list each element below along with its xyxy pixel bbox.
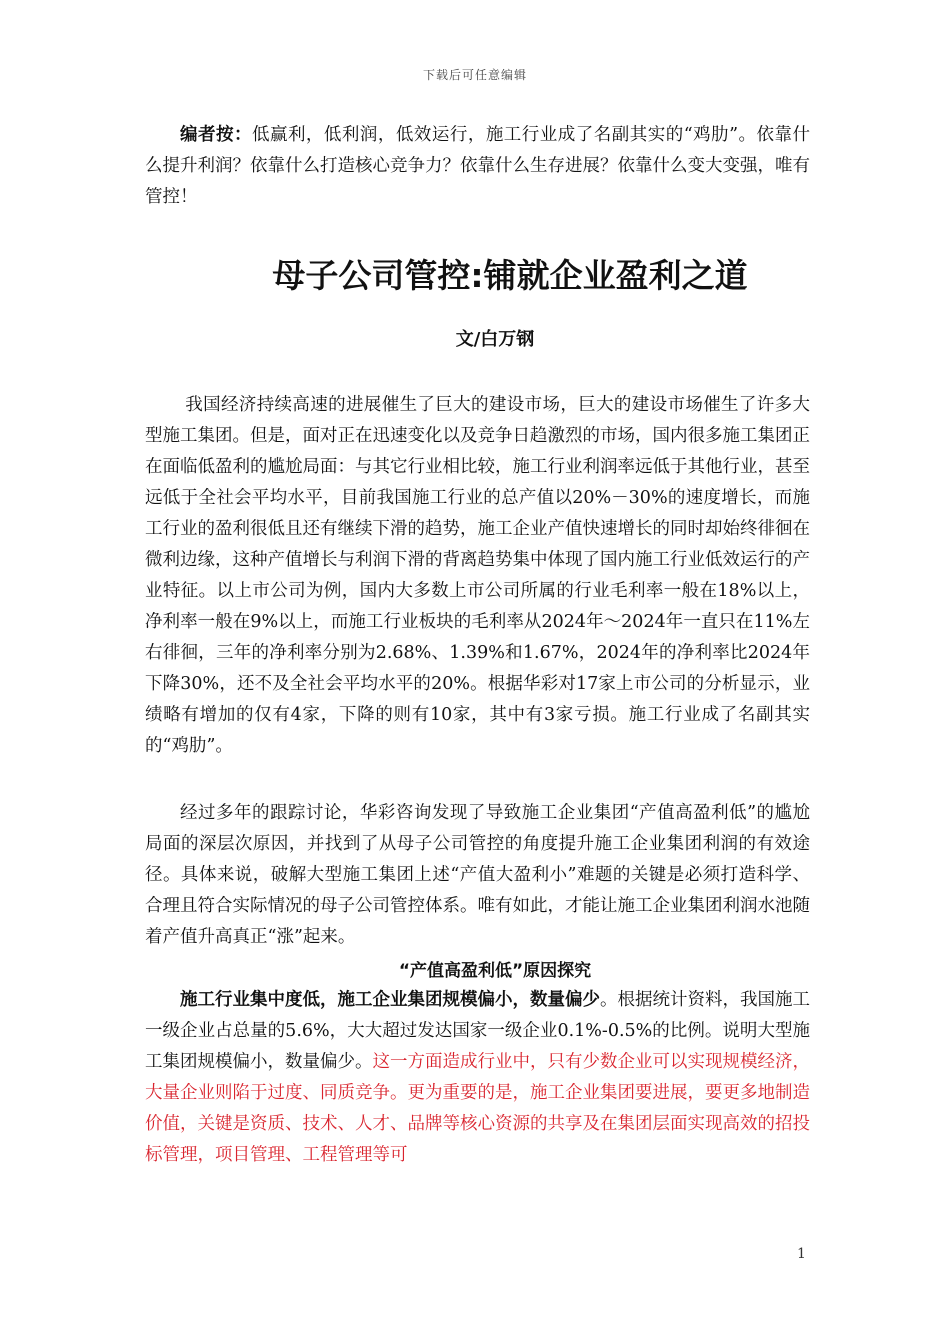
paragraph-3-highlight: 这一方面造成行业中，只有少数企业可以实现规模经济，大量企业则陷于过度、同质竞争。更为重要的是，施工企业集团要进展，要更多地制造价值，关键是资质、技术、人才、品牌等核心资源的共享及在集团层面实现高效的招投标管理，项目管理、工程管理等可 — [145, 1052, 810, 1165]
author-line: 文/白万钢 — [455, 329, 535, 350]
header-note: 下载后可任意编辑 — [422, 68, 527, 82]
editor-note-text: 低赢利，低利润，低效运行，施工行业成了名副其实的“鸡肋”。依靠什么提升利润？依靠什么打造核心竞争力？依靠什么生存进展？依靠什么变大变强，唯有管控！ — [145, 125, 810, 207]
page-title: 母子公司管控:铺就企业盈利之道 — [272, 256, 748, 295]
editor-note-lead: 编者按： — [180, 125, 252, 145]
paragraph-3 — [145, 985, 810, 1171]
paragraph-2: 经过多年的跟踪讨论，华彩咨询发现了导致施工企业集团“产值高盈利低”的尴尬局面的深层次原因，并找到了从母子公司管控的角度提升施工企业集团利润的有效途径。具体来说，破解大型施工集团上述“产值大盈利小”难题的关键是必须打造科学、合理且符合实际情况的母子公司管控体系。唯有如此，才能让施工企业集团利润水池随着产值升高真正“涨”起来。 — [145, 803, 810, 947]
paragraph-1: 我国经济持续高速的进展催生了巨大的建设市场，巨大的建设市场催生了许多大型施工集团。但是，面对正在迅速变化以及竞争日趋激烈的市场，国内很多施工集团正在面临低盈利的尴尬局面：与其它行业相比较，施工行业利润率远低于其他行业，甚至远低于全社会平均水平，目前我国施工行业的总产值以20%－30%的速度增长，而施工行业的盈利很低且还有继续下滑的趋势，施工企业产值快速增长的同时却始终徘徊在微利边缘，这种产值增长与利润下滑的背离趋势集中体现了国内施工行业低效运行的产业特征。以上市公司为例，国内大多数上市公司所属的行业毛利率一般在18%以上，净利率一般在9%以上，而施工行业板块的毛利率从2024年～2024年一直只在11%左右徘徊，三年的净利率分别为2.68%、1.39%和1.67%，2024年的净利率比2024年下降30%，还不及全社会平均水平的20%。根据华彩对17家上市公司的分析显示，业绩略有增加的仅有4家，下降的则有10家，其中有3家亏损。施工行业成了名副其实的“鸡肋”。 — [145, 395, 810, 756]
editor-note — [145, 120, 810, 213]
section-heading: “产值高盈利低”原因探究 — [398, 961, 592, 981]
paragraph-3-lead: 施工行业集中度低，施工企业集团规模偏小，数量偏少 — [180, 990, 600, 1010]
paragraph-3-text: 。根据统计资料，我国施工一级企业占总量的5.6%，大大超过发达国家一级企业0.1%-0.5%的比例。说明大型施工集团规模偏小，数量偏少。 — [145, 990, 810, 1072]
page-number: 1 — [797, 1246, 806, 1262]
